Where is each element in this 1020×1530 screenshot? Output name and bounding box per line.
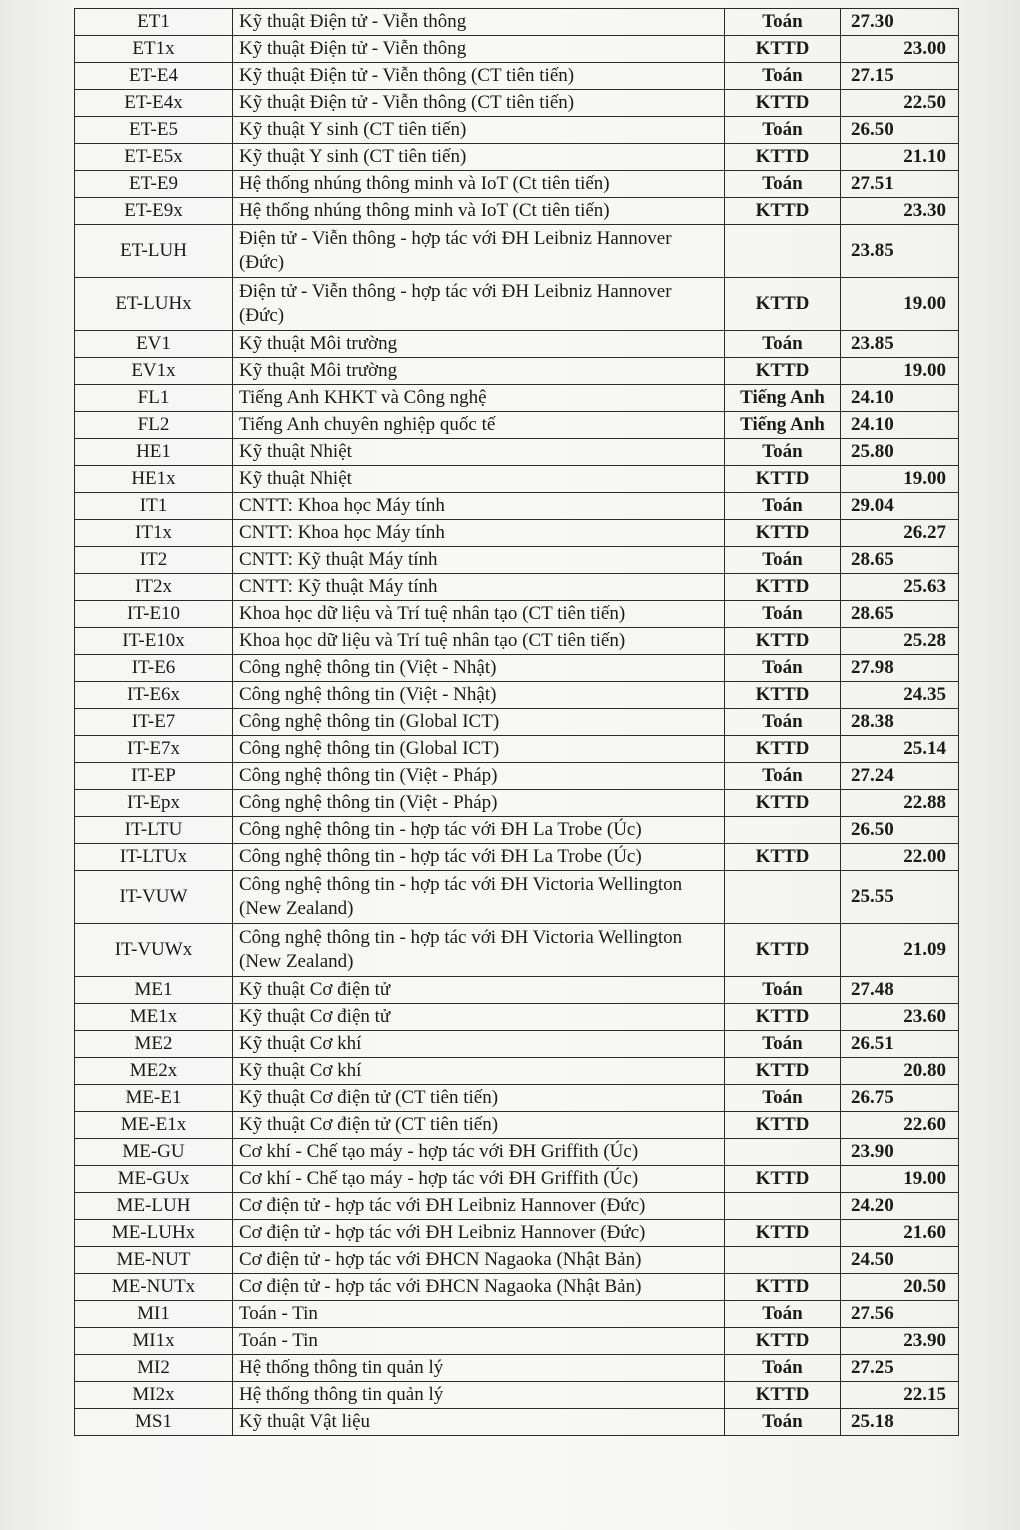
table-row [75, 1274, 959, 1301]
major-code-cell: EV1x [75, 358, 233, 385]
major-name-cell: Kỹ thuật Nhiệt [233, 466, 725, 493]
major-code-cell: ME-GU [75, 1139, 233, 1166]
major-name-cell: Điện tử - Viễn thông - hợp tác với ĐH Leibniz Hannover (Đức) [233, 278, 725, 331]
major-name-cell: Kỹ thuật Cơ khí [233, 1031, 725, 1058]
major-name-cell: Kỹ thuật Điện tử - Viễn thông (CT tiên tiến) [233, 63, 725, 90]
weighted-subject-cell: Toán [725, 547, 841, 574]
table-row [75, 493, 959, 520]
major-name-cell: Khoa học dữ liệu và Trí tuệ nhân tạo (CT tiên tiến) [233, 628, 725, 655]
weighted-subject-cell: Toán [725, 709, 841, 736]
cutoff-score-cell: 24.10 [841, 385, 959, 412]
weighted-subject-cell [725, 1139, 841, 1166]
weighted-subject-cell: KTTD [725, 1328, 841, 1355]
table-row [75, 1382, 959, 1409]
table-row [75, 682, 959, 709]
major-name-cell: Kỹ thuật Cơ khí [233, 1058, 725, 1085]
major-code-cell: IT-E10x [75, 628, 233, 655]
major-name-cell: Công nghệ thông tin (Global ICT) [233, 709, 725, 736]
table-row [75, 709, 959, 736]
major-code-cell: ME-LUHx [75, 1220, 233, 1247]
major-name-cell: Kỹ thuật Y sinh (CT tiên tiến) [233, 117, 725, 144]
table-row [75, 520, 959, 547]
table-row [75, 1058, 959, 1085]
cutoff-score-cell: 26.50 [841, 817, 959, 844]
table-row [75, 9, 959, 36]
major-code-cell: IT2 [75, 547, 233, 574]
table-body [75, 9, 959, 1436]
table-row [75, 439, 959, 466]
table-row [75, 1355, 959, 1382]
major-name-cell: CNTT: Khoa học Máy tính [233, 520, 725, 547]
cutoff-score-cell: 27.15 [841, 63, 959, 90]
major-code-cell: FL2 [75, 412, 233, 439]
cutoff-score-cell: 19.00 [841, 1166, 959, 1193]
major-name-cell: CNTT: Kỹ thuật Máy tính [233, 574, 725, 601]
major-code-cell: MS1 [75, 1409, 233, 1436]
weighted-subject-cell: Tiếng Anh [725, 412, 841, 439]
cutoff-score-cell: 24.50 [841, 1247, 959, 1274]
cutoff-score-cell: 28.65 [841, 601, 959, 628]
major-name-cell: Kỹ thuật Điện tử - Viễn thông (CT tiên tiến) [233, 90, 725, 117]
major-name-cell: CNTT: Kỹ thuật Máy tính [233, 547, 725, 574]
major-code-cell: ET-LUH [75, 225, 233, 278]
major-code-cell: ME2x [75, 1058, 233, 1085]
table-row [75, 171, 959, 198]
major-code-cell: IT-VUWx [75, 924, 233, 977]
major-code-cell: ET-E5 [75, 117, 233, 144]
major-code-cell: IT1x [75, 520, 233, 547]
table-row [75, 871, 959, 924]
table-row [75, 547, 959, 574]
weighted-subject-cell: Toán [725, 439, 841, 466]
table-row [75, 1112, 959, 1139]
major-name-cell: Điện tử - Viễn thông - hợp tác với ĐH Leibniz Hannover (Đức) [233, 225, 725, 278]
major-name-cell: Toán - Tin [233, 1301, 725, 1328]
table-row [75, 574, 959, 601]
weighted-subject-cell: Toán [725, 1085, 841, 1112]
major-code-cell: HE1x [75, 466, 233, 493]
weighted-subject-cell: KTTD [725, 358, 841, 385]
major-name-cell: Kỹ thuật Nhiệt [233, 439, 725, 466]
weighted-subject-cell: Toán [725, 1301, 841, 1328]
weighted-subject-cell [725, 1247, 841, 1274]
table-row [75, 844, 959, 871]
table-row [75, 1328, 959, 1355]
major-code-cell: HE1 [75, 439, 233, 466]
cutoff-score-cell: 27.25 [841, 1355, 959, 1382]
table-row [75, 736, 959, 763]
major-code-cell: ET1x [75, 36, 233, 63]
cutoff-score-cell: 21.09 [841, 924, 959, 977]
major-name-cell: Công nghệ thông tin - hợp tác với ĐH La Trobe (Úc) [233, 817, 725, 844]
table-row [75, 790, 959, 817]
table-row [75, 144, 959, 171]
major-name-cell: Kỹ thuật Điện tử - Viễn thông [233, 9, 725, 36]
weighted-subject-cell: Toán [725, 1409, 841, 1436]
major-name-cell: Kỹ thuật Vật liệu [233, 1409, 725, 1436]
weighted-subject-cell: KTTD [725, 90, 841, 117]
table-row [75, 466, 959, 493]
cutoff-score-cell: 26.75 [841, 1085, 959, 1112]
weighted-subject-cell [725, 817, 841, 844]
cutoff-score-cell: 21.60 [841, 1220, 959, 1247]
major-name-cell: Hệ thống thông tin quản lý [233, 1382, 725, 1409]
weighted-subject-cell: KTTD [725, 144, 841, 171]
weighted-subject-cell: KTTD [725, 844, 841, 871]
table-row [75, 278, 959, 331]
weighted-subject-cell [725, 225, 841, 278]
weighted-subject-cell: Toán [725, 601, 841, 628]
table-row [75, 358, 959, 385]
weighted-subject-cell: KTTD [725, 790, 841, 817]
major-name-cell: Tiếng Anh chuyên nghiệp quốc tế [233, 412, 725, 439]
table-row [75, 1220, 959, 1247]
weighted-subject-cell: KTTD [725, 1382, 841, 1409]
table-row [75, 977, 959, 1004]
cutoff-score-cell: 22.60 [841, 1112, 959, 1139]
cutoff-score-cell: 25.14 [841, 736, 959, 763]
major-code-cell: ET-E9x [75, 198, 233, 225]
cutoff-score-cell: 20.80 [841, 1058, 959, 1085]
major-code-cell: ME-NUTx [75, 1274, 233, 1301]
major-name-cell: Công nghệ thông tin (Việt - Nhật) [233, 655, 725, 682]
cutoff-score-cell: 25.18 [841, 1409, 959, 1436]
cutoff-score-cell: 23.60 [841, 1004, 959, 1031]
major-name-cell: Cơ điện tử - hợp tác với ĐHCN Nagaoka (Nhật Bản) [233, 1247, 725, 1274]
weighted-subject-cell: KTTD [725, 628, 841, 655]
cutoff-score-cell: 27.30 [841, 9, 959, 36]
major-code-cell: ET-E4x [75, 90, 233, 117]
cutoff-score-cell: 23.30 [841, 198, 959, 225]
table-row [75, 117, 959, 144]
table-row [75, 331, 959, 358]
table-row [75, 1004, 959, 1031]
major-code-cell: ME-NUT [75, 1247, 233, 1274]
major-code-cell: ET-LUHx [75, 278, 233, 331]
major-name-cell: Toán - Tin [233, 1328, 725, 1355]
major-code-cell: MI1 [75, 1301, 233, 1328]
major-name-cell: Công nghệ thông tin - hợp tác với ĐH Victoria Wellington (New Zealand) [233, 924, 725, 977]
cutoff-score-cell: 26.50 [841, 117, 959, 144]
cutoff-score-cell: 23.85 [841, 331, 959, 358]
cutoff-score-cell: 27.51 [841, 171, 959, 198]
weighted-subject-cell: Toán [725, 171, 841, 198]
major-code-cell: IT-VUW [75, 871, 233, 924]
table-row [75, 36, 959, 63]
major-name-cell: Hệ thống nhúng thông minh và IoT (Ct tiên tiến) [233, 198, 725, 225]
major-code-cell: ET1 [75, 9, 233, 36]
weighted-subject-cell: KTTD [725, 36, 841, 63]
weighted-subject-cell: KTTD [725, 924, 841, 977]
major-name-cell: Công nghệ thông tin (Global ICT) [233, 736, 725, 763]
table-row [75, 90, 959, 117]
cutoff-score-cell: 22.50 [841, 90, 959, 117]
cutoff-score-cell: 22.00 [841, 844, 959, 871]
table-row [75, 1247, 959, 1274]
major-name-cell: Công nghệ thông tin - hợp tác với ĐH Victoria Wellington (New Zealand) [233, 871, 725, 924]
major-code-cell: ME1 [75, 977, 233, 1004]
major-name-cell: Cơ khí - Chế tạo máy - hợp tác với ĐH Griffith (Úc) [233, 1139, 725, 1166]
table-row [75, 763, 959, 790]
weighted-subject-cell: KTTD [725, 1220, 841, 1247]
table-row [75, 628, 959, 655]
cutoff-score-cell: 24.20 [841, 1193, 959, 1220]
major-name-cell: Kỹ thuật Y sinh (CT tiên tiến) [233, 144, 725, 171]
weighted-subject-cell: KTTD [725, 1274, 841, 1301]
weighted-subject-cell: KTTD [725, 682, 841, 709]
major-code-cell: IT2x [75, 574, 233, 601]
weighted-subject-cell: KTTD [725, 736, 841, 763]
table-row [75, 1166, 959, 1193]
table-row [75, 1139, 959, 1166]
major-name-cell: Tiếng Anh KHKT và Công nghệ [233, 385, 725, 412]
major-code-cell: ME-GUx [75, 1166, 233, 1193]
weighted-subject-cell: KTTD [725, 1004, 841, 1031]
weighted-subject-cell: KTTD [725, 278, 841, 331]
weighted-subject-cell: KTTD [725, 1166, 841, 1193]
weighted-subject-cell: Toán [725, 493, 841, 520]
cutoff-score-cell: 23.90 [841, 1139, 959, 1166]
weighted-subject-cell: Tiếng Anh [725, 385, 841, 412]
cutoff-score-cell: 19.00 [841, 278, 959, 331]
cutoff-score-cell: 27.24 [841, 763, 959, 790]
major-code-cell: ME-E1x [75, 1112, 233, 1139]
major-code-cell: ME-LUH [75, 1193, 233, 1220]
major-code-cell: IT-E6 [75, 655, 233, 682]
major-name-cell: Kỹ thuật Môi trường [233, 358, 725, 385]
major-name-cell: Công nghệ thông tin - hợp tác với ĐH La Trobe (Úc) [233, 844, 725, 871]
cutoff-score-cell: 26.51 [841, 1031, 959, 1058]
major-name-cell: Kỹ thuật Cơ điện tử [233, 977, 725, 1004]
table-row [75, 63, 959, 90]
weighted-subject-cell [725, 871, 841, 924]
cutoff-score-cell: 19.00 [841, 466, 959, 493]
cutoff-score-cell: 22.88 [841, 790, 959, 817]
weighted-subject-cell: Toán [725, 655, 841, 682]
weighted-subject-cell: Toán [725, 331, 841, 358]
cutoff-score-cell: 25.63 [841, 574, 959, 601]
major-code-cell: MI1x [75, 1328, 233, 1355]
weighted-subject-cell: KTTD [725, 466, 841, 493]
major-name-cell: Cơ điện tử - hợp tác với ĐH Leibniz Hannover (Đức) [233, 1193, 725, 1220]
major-code-cell: ET-E4 [75, 63, 233, 90]
weighted-subject-cell: Toán [725, 1355, 841, 1382]
major-code-cell: ME1x [75, 1004, 233, 1031]
table-row [75, 1301, 959, 1328]
major-name-cell: Công nghệ thông tin (Việt - Pháp) [233, 790, 725, 817]
admission-scores-table [74, 8, 959, 1436]
major-name-cell: Công nghệ thông tin (Việt - Pháp) [233, 763, 725, 790]
weighted-subject-cell: Toán [725, 763, 841, 790]
major-code-cell: MI2x [75, 1382, 233, 1409]
table-row [75, 817, 959, 844]
cutoff-score-cell: 25.55 [841, 871, 959, 924]
major-name-cell: Hệ thống nhúng thông minh và IoT (Ct tiên tiến) [233, 171, 725, 198]
major-code-cell: IT-E7 [75, 709, 233, 736]
weighted-subject-cell: Toán [725, 9, 841, 36]
major-code-cell: IT-E10 [75, 601, 233, 628]
major-code-cell: ME2 [75, 1031, 233, 1058]
major-name-cell: Công nghệ thông tin (Việt - Nhật) [233, 682, 725, 709]
major-name-cell: Kỹ thuật Môi trường [233, 331, 725, 358]
major-name-cell: Kỹ thuật Cơ điện tử (CT tiên tiến) [233, 1085, 725, 1112]
table-row [75, 385, 959, 412]
weighted-subject-cell: Toán [725, 63, 841, 90]
table-row [75, 412, 959, 439]
cutoff-score-cell: 28.65 [841, 547, 959, 574]
weighted-subject-cell: KTTD [725, 198, 841, 225]
weighted-subject-cell: Toán [725, 1031, 841, 1058]
cutoff-score-cell: 29.04 [841, 493, 959, 520]
cutoff-score-cell: 22.15 [841, 1382, 959, 1409]
major-code-cell: FL1 [75, 385, 233, 412]
major-name-cell: CNTT: Khoa học Máy tính [233, 493, 725, 520]
cutoff-score-cell: 19.00 [841, 358, 959, 385]
major-name-cell: Kỹ thuật Điện tử - Viễn thông [233, 36, 725, 63]
table-row [75, 601, 959, 628]
table-row [75, 655, 959, 682]
major-code-cell: ET-E5x [75, 144, 233, 171]
major-code-cell: ET-E9 [75, 171, 233, 198]
cutoff-score-cell: 26.27 [841, 520, 959, 547]
major-code-cell: MI2 [75, 1355, 233, 1382]
weighted-subject-cell: Toán [725, 977, 841, 1004]
cutoff-score-cell: 25.80 [841, 439, 959, 466]
major-name-cell: Hệ thống thông tin quản lý [233, 1355, 725, 1382]
table-row [75, 1031, 959, 1058]
cutoff-score-cell: 27.48 [841, 977, 959, 1004]
weighted-subject-cell [725, 1193, 841, 1220]
table-row [75, 225, 959, 278]
cutoff-score-cell: 25.28 [841, 628, 959, 655]
cutoff-score-cell: 27.98 [841, 655, 959, 682]
table-row [75, 1085, 959, 1112]
major-code-cell: IT1 [75, 493, 233, 520]
weighted-subject-cell: KTTD [725, 1058, 841, 1085]
table-row [75, 198, 959, 225]
cutoff-score-cell: 24.10 [841, 412, 959, 439]
weighted-subject-cell: KTTD [725, 574, 841, 601]
major-code-cell: IT-EP [75, 763, 233, 790]
major-name-cell: Cơ khí - Chế tạo máy - hợp tác với ĐH Griffith (Úc) [233, 1166, 725, 1193]
major-code-cell: EV1 [75, 331, 233, 358]
cutoff-score-cell: 23.85 [841, 225, 959, 278]
major-code-cell: IT-E7x [75, 736, 233, 763]
cutoff-score-cell: 20.50 [841, 1274, 959, 1301]
table-row [75, 1193, 959, 1220]
weighted-subject-cell: Toán [725, 117, 841, 144]
cutoff-score-cell: 28.38 [841, 709, 959, 736]
weighted-subject-cell: KTTD [725, 1112, 841, 1139]
cutoff-score-cell: 23.00 [841, 36, 959, 63]
cutoff-score-cell: 24.35 [841, 682, 959, 709]
major-name-cell: Cơ điện tử - hợp tác với ĐHCN Nagaoka (Nhật Bản) [233, 1274, 725, 1301]
major-code-cell: IT-E6x [75, 682, 233, 709]
major-code-cell: IT-LTUx [75, 844, 233, 871]
major-name-cell: Khoa học dữ liệu và Trí tuệ nhân tạo (CT tiên tiến) [233, 601, 725, 628]
major-code-cell: ME-E1 [75, 1085, 233, 1112]
major-code-cell: IT-LTU [75, 817, 233, 844]
cutoff-score-cell: 21.10 [841, 144, 959, 171]
major-code-cell: IT-Epx [75, 790, 233, 817]
weighted-subject-cell: KTTD [725, 520, 841, 547]
major-name-cell: Cơ điện tử - hợp tác với ĐH Leibniz Hannover (Đức) [233, 1220, 725, 1247]
table-row [75, 1409, 959, 1436]
cutoff-score-cell: 27.56 [841, 1301, 959, 1328]
major-name-cell: Kỹ thuật Cơ điện tử (CT tiên tiến) [233, 1112, 725, 1139]
major-name-cell: Kỹ thuật Cơ điện tử [233, 1004, 725, 1031]
table-row [75, 924, 959, 977]
cutoff-score-cell: 23.90 [841, 1328, 959, 1355]
